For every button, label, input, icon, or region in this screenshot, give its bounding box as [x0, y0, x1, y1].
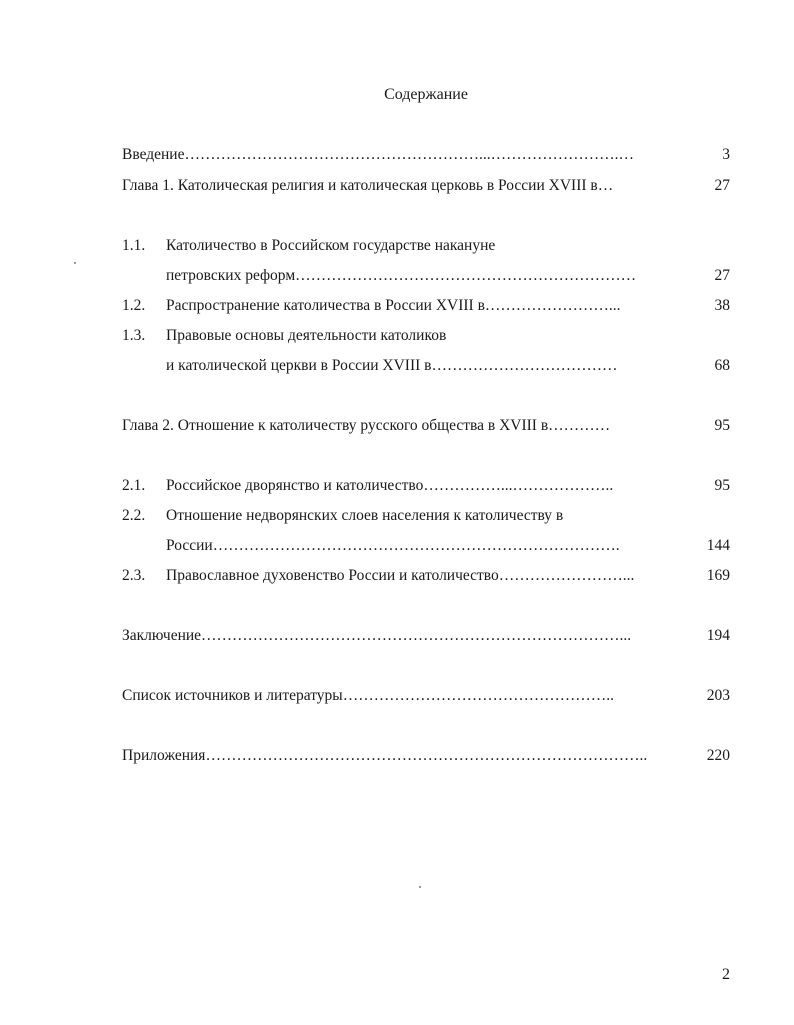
toc-entry-text: России……………………………………………………………………. [166, 537, 620, 554]
toc-entry-section-1-1-cont [166, 266, 676, 286]
toc-entry-text: Отношение недворянских слоев населения к католичеству в [166, 507, 564, 524]
toc-page-section-2-3: 169 [706, 567, 730, 584]
toc-entry-text: и католической церкви в России XVIII в……………………………… [166, 357, 618, 374]
scan-speck [419, 886, 421, 888]
toc-page-section-1-3: 68 [714, 357, 730, 374]
toc-entry-text: Глава 1. Католическая религия и католическая церковь в России XVIII в… [122, 177, 614, 194]
toc-entry-sources [122, 686, 678, 706]
scan-speck [74, 262, 76, 264]
toc-entry-text: Правовые основы деятельности католиков [166, 327, 447, 344]
toc-section-number: 1.1. [122, 237, 146, 254]
toc-entry-appendices [122, 746, 678, 766]
toc-heading: Содержание [384, 86, 468, 103]
toc-entry-section-1-1 [166, 236, 495, 256]
toc-section-number: 1.3. [122, 327, 146, 344]
toc-entry-chapter-2 [122, 416, 678, 436]
toc-page-conclusion: 194 [706, 627, 730, 644]
toc-entry-text: Глава 2. Отношение к католичеству русского общества в XVIII в………… [122, 417, 611, 434]
toc-entry-section-2-1 [166, 476, 672, 496]
toc-entry-section-1-3 [166, 326, 446, 346]
toc-page-section-2-2: 144 [706, 537, 730, 554]
toc-page-chapter-2: 95 [714, 417, 730, 434]
toc-entry-text: Заключение………………………………………………………………………... [122, 627, 632, 644]
toc-section-number: 1.2. [122, 297, 146, 314]
toc-entry-conclusion [122, 626, 678, 646]
toc-entry-intro [122, 145, 677, 165]
toc-section-number: 2.3. [122, 567, 146, 584]
toc-entry-section-2-2-cont [166, 536, 674, 556]
toc-entry-text: Приложения………………………………………………………………………….. [122, 747, 648, 764]
toc-entry-text: Список источников и литературы…………………………………………….. [122, 687, 614, 704]
toc-section-number: 2.1. [122, 477, 146, 494]
toc-entry-section-2-2 [166, 506, 563, 526]
toc-page-appendices: 220 [706, 747, 730, 764]
toc-entry-text: Введение…………………………………………………...…………………….… [122, 146, 634, 163]
toc-entry-text: Российское дворянство и католичество……………...……………….. [166, 477, 614, 494]
page-number: 2 [722, 966, 730, 983]
toc-page-section-1-2: 38 [714, 297, 730, 314]
toc-entry-section-1-3-cont [166, 356, 678, 376]
toc-section-number: 2.2. [122, 507, 146, 524]
toc-entry-section-2-3 [166, 566, 676, 586]
toc-entry-text: Православное духовенство России и католичество……………………... [166, 567, 635, 584]
toc-entry-text: петровских реформ………………………………………………………… [166, 267, 637, 284]
toc-page-chapter-1: 27 [714, 177, 730, 194]
toc-entry-text: Распространение католичества в России XVIII в……………………... [166, 297, 621, 314]
toc-entry-section-1-2 [166, 296, 678, 316]
toc-page-section-1-1: 27 [714, 267, 730, 284]
toc-page-intro: 3 [722, 146, 730, 163]
toc-page-section-2-1: 95 [714, 477, 730, 494]
toc-page-sources: 203 [706, 687, 730, 704]
toc-entry-text: Католичество в Российском государстве накануне [166, 237, 496, 254]
toc-entry-chapter-1 [122, 176, 682, 196]
